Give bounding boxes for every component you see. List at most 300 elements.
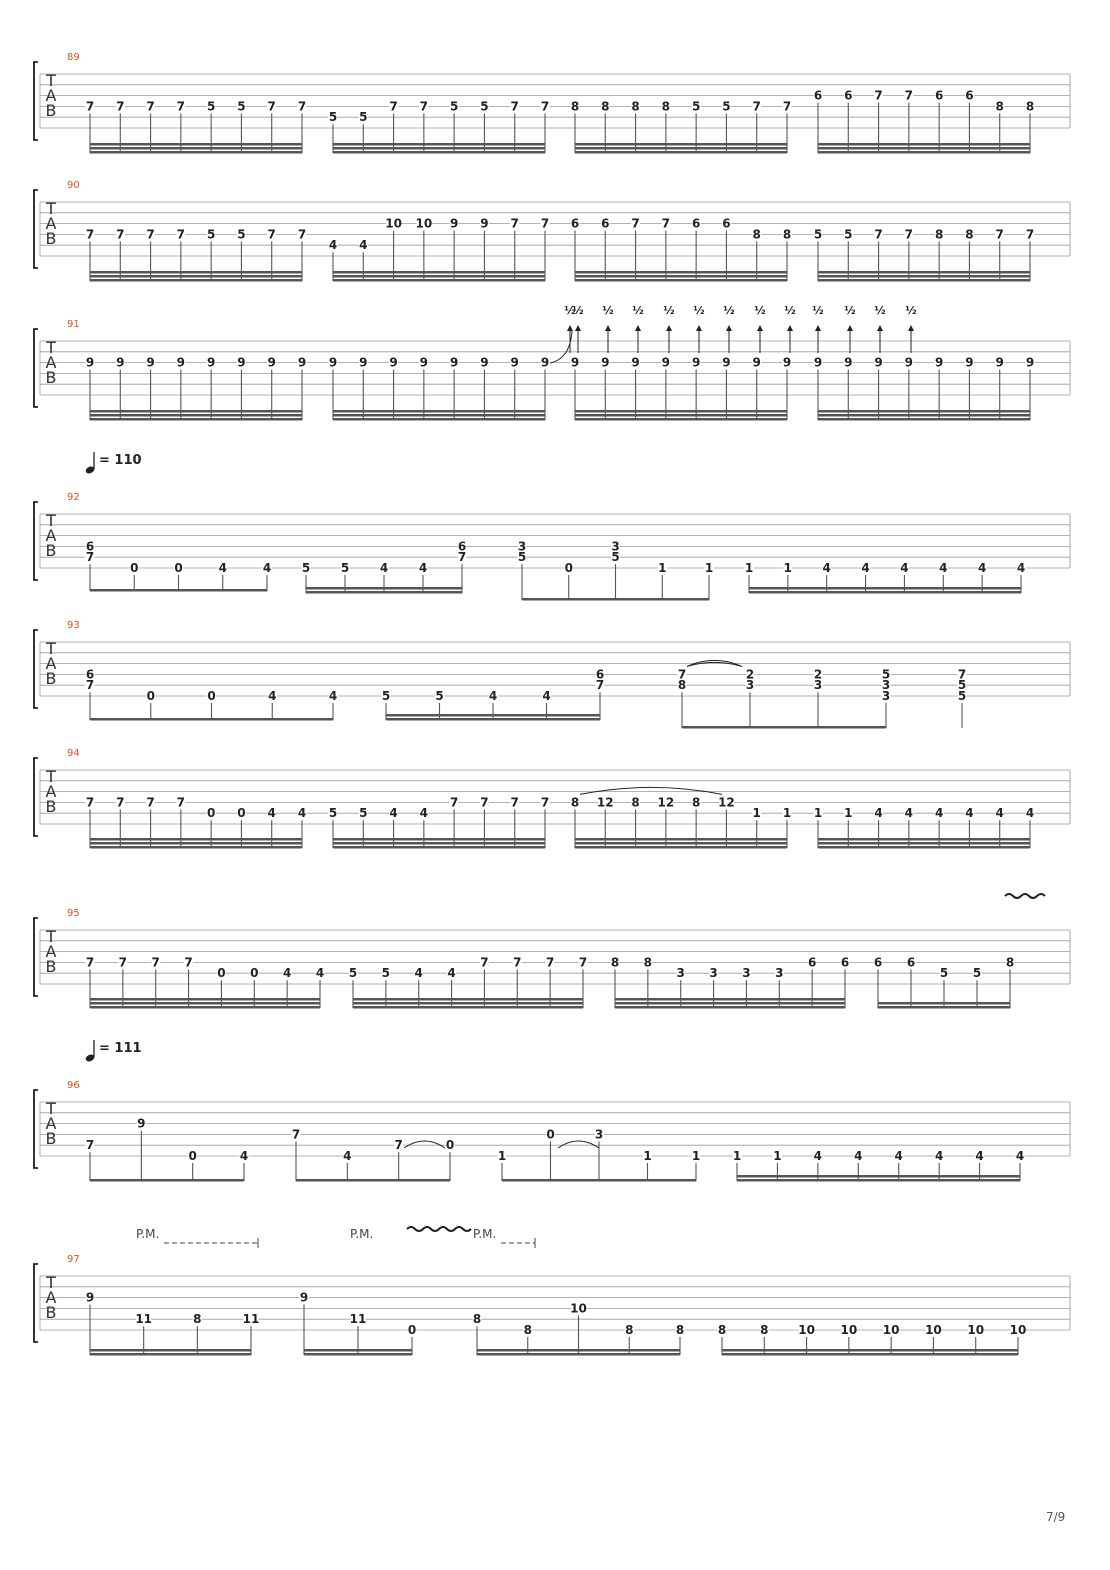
fret-number: 7 xyxy=(480,955,489,970)
tab-system xyxy=(34,452,1070,601)
fret-number: 0 xyxy=(407,1323,417,1337)
beam xyxy=(353,1006,583,1009)
fret-number: 7 xyxy=(995,227,1004,242)
fret-number: 7 xyxy=(389,99,398,114)
fret-number: 5 xyxy=(449,99,459,114)
tab-clef-letter: A xyxy=(45,214,57,233)
beam xyxy=(90,1179,244,1182)
beam xyxy=(575,279,787,282)
beam xyxy=(722,1349,1018,1352)
tempo-marking: = 111 xyxy=(99,1041,142,1056)
tab-clef-letter: B xyxy=(45,1303,57,1322)
fret-number: 3 xyxy=(517,539,527,554)
fret-number: 4 xyxy=(267,806,276,821)
fret-number: 9 xyxy=(419,355,429,370)
fret-number: 5 xyxy=(881,667,891,682)
beam xyxy=(737,1175,1020,1178)
fret-number: 4 xyxy=(328,689,338,703)
fret-number: 7 xyxy=(752,99,761,114)
fret-number: 7 xyxy=(661,216,671,231)
fret-number: 9 xyxy=(904,355,914,370)
fret-number: 9 xyxy=(874,355,883,370)
fret-number: 9 xyxy=(813,355,823,370)
tab-clef-letter: T xyxy=(46,1099,56,1118)
beam xyxy=(575,846,787,849)
fret-number: 0 xyxy=(564,561,573,575)
fret-number: 4 xyxy=(995,806,1004,821)
fret-number: 10 xyxy=(1009,1323,1027,1337)
fret-number: 7 xyxy=(480,795,489,810)
fret-number: 7 xyxy=(677,667,687,682)
fret-number: 9 xyxy=(570,355,580,370)
beam xyxy=(575,143,787,146)
fret-number: 10 xyxy=(798,1323,815,1337)
fret-number: 4 xyxy=(813,1149,823,1163)
beam xyxy=(90,838,302,841)
fret-number: 4 xyxy=(894,1149,903,1163)
fret-number: 4 xyxy=(822,561,831,575)
palm-mute-label: P.M. xyxy=(136,1227,160,1241)
fret-number: 1 xyxy=(497,1149,507,1163)
fret-number: 7 xyxy=(85,678,95,693)
fret-number: 11 xyxy=(349,1312,367,1327)
fret-number: 9 xyxy=(480,216,489,231)
fret-number: 1 xyxy=(773,1149,782,1163)
fret-number: 3 xyxy=(709,966,718,981)
fret-number: 4 xyxy=(1025,806,1035,821)
beam xyxy=(90,271,302,274)
fret-number: 4 xyxy=(854,1149,863,1163)
fret-number: 7 xyxy=(176,795,186,810)
beam xyxy=(333,143,545,146)
fret-number: 4 xyxy=(965,806,974,821)
fret-number: 7 xyxy=(540,99,550,114)
fret-number: 5 xyxy=(957,678,967,693)
bend-half-label: ½ xyxy=(812,304,824,317)
fret-number: 9 xyxy=(389,355,398,370)
fret-number: 7 xyxy=(782,99,792,114)
fret-number: 7 xyxy=(510,795,519,810)
bend-half-label: ½ xyxy=(723,304,735,317)
fret-number: 7 xyxy=(874,88,883,103)
bend-arrowhead xyxy=(757,325,763,331)
tab-clef-letter: A xyxy=(45,942,57,961)
bend-arrowhead xyxy=(575,325,581,331)
beam xyxy=(90,1349,251,1352)
fret-number: 5 xyxy=(237,99,246,114)
system-bracket xyxy=(34,918,38,996)
beam xyxy=(502,1179,696,1182)
beam xyxy=(575,275,787,278)
fret-number: 5 xyxy=(206,227,216,242)
beam xyxy=(90,589,267,592)
fret-number: 5 xyxy=(328,806,338,821)
fret-number: 9 xyxy=(1025,355,1035,370)
fret-number: 7 xyxy=(957,667,967,682)
fret-number: 9 xyxy=(449,355,459,370)
beam xyxy=(682,726,886,729)
beam xyxy=(296,1179,450,1182)
fret-number: 8 xyxy=(523,1323,532,1337)
fret-number: 5 xyxy=(435,689,444,703)
fret-number: 9 xyxy=(85,1290,95,1305)
fret-number: 8 xyxy=(934,227,944,242)
fret-number: 8 xyxy=(625,1323,634,1337)
fret-number: 8 xyxy=(752,227,761,242)
beam xyxy=(615,998,845,1001)
fret-number: 9 xyxy=(510,355,519,370)
fret-number: 7 xyxy=(151,955,160,970)
fret-number: 4 xyxy=(874,806,883,821)
fret-number: 5 xyxy=(813,227,823,242)
tab-clef-letter: B xyxy=(45,669,57,688)
fret-number: 7 xyxy=(540,795,550,810)
fret-number: 8 xyxy=(1025,99,1035,114)
tab-system xyxy=(34,325,1070,421)
beam xyxy=(575,271,787,274)
bend-arrowhead xyxy=(696,325,702,331)
tab-system xyxy=(34,894,1070,1009)
fret-number: 7 xyxy=(513,955,522,970)
fret-number: 9 xyxy=(782,355,792,370)
fret-number: 7 xyxy=(540,216,550,231)
fret-number: 2 xyxy=(813,667,823,682)
fret-number: 9 xyxy=(661,355,671,370)
fret-number: 0 xyxy=(250,966,259,981)
fret-number: 4 xyxy=(389,806,398,821)
measure-number: 89 xyxy=(67,52,80,63)
fret-number: 0 xyxy=(174,561,183,575)
fret-number: 7 xyxy=(874,227,883,242)
fret-number: 10 xyxy=(882,1323,900,1337)
beam xyxy=(575,838,787,841)
fret-number: 0 xyxy=(207,689,216,703)
fret-number: 7 xyxy=(176,227,186,242)
fret-number: 7 xyxy=(419,99,429,114)
tab-clef-letter: A xyxy=(45,86,57,105)
fret-number: 7 xyxy=(85,99,95,114)
fret-number: 6 xyxy=(570,216,580,231)
beam xyxy=(818,846,1030,849)
fret-number: 10 xyxy=(385,216,402,231)
fret-number: 3 xyxy=(742,966,751,981)
tab-clef-letter: A xyxy=(45,1288,57,1307)
system-bracket xyxy=(34,1090,38,1168)
palm-mute-label: P.M. xyxy=(473,1227,497,1241)
bend-half-label: ½ xyxy=(905,304,917,317)
slur xyxy=(580,787,722,794)
beam xyxy=(90,279,302,282)
tab-clef-letter: B xyxy=(45,957,57,976)
fret-number: 9 xyxy=(206,355,216,370)
beam xyxy=(333,838,545,841)
fret-number: 9 xyxy=(116,355,125,370)
fret-number: 10 xyxy=(415,216,433,231)
fret-number: 7 xyxy=(545,955,555,970)
tab-system xyxy=(34,630,1070,729)
fret-number: 4 xyxy=(418,561,428,575)
fret-number: 5 xyxy=(381,966,391,981)
fret-number: 11 xyxy=(242,1312,260,1327)
fret-number: 5 xyxy=(381,689,391,703)
fret-number: 4 xyxy=(328,238,338,253)
fret-number: 1 xyxy=(813,806,823,821)
bend-half-label: ½ xyxy=(572,304,584,317)
fret-number: 4 xyxy=(934,1149,944,1163)
beam xyxy=(818,151,1030,154)
fret-number: 9 xyxy=(328,355,338,370)
fret-number: 9 xyxy=(359,355,368,370)
fret-number: 4 xyxy=(488,689,498,703)
fret-number: 6 xyxy=(595,667,605,682)
fret-number: 9 xyxy=(601,355,610,370)
beam xyxy=(575,418,787,421)
fret-number: 8 xyxy=(472,1312,482,1327)
fret-number: 3 xyxy=(676,966,685,981)
beam xyxy=(333,846,545,849)
fret-number: 3 xyxy=(881,678,891,693)
beam xyxy=(353,998,583,1001)
tab-clef-letter: T xyxy=(46,1273,56,1292)
fret-number: 6 xyxy=(934,88,944,103)
beam xyxy=(878,1002,1010,1005)
beam xyxy=(90,410,302,413)
fret-number: 8 xyxy=(965,227,974,242)
bend-half-label: ½ xyxy=(874,304,886,317)
tab-clef-letter: A xyxy=(45,654,57,673)
fret-number: 0 xyxy=(546,1127,555,1142)
beam xyxy=(90,842,302,845)
fret-number: 4 xyxy=(239,1149,249,1163)
fret-number: 5 xyxy=(328,110,338,125)
fret-number: 7 xyxy=(85,550,95,565)
fret-number: 4 xyxy=(297,806,307,821)
fret-number: 6 xyxy=(906,955,916,970)
beam xyxy=(90,1353,251,1356)
tab-clef-letter: A xyxy=(45,353,57,372)
beam xyxy=(304,1349,412,1352)
beam xyxy=(90,1002,320,1005)
fret-number: 1 xyxy=(691,1149,701,1163)
fret-number: 5 xyxy=(301,561,311,575)
fret-number: 10 xyxy=(967,1323,985,1337)
fret-number: 1 xyxy=(658,561,667,575)
beam xyxy=(90,414,302,417)
beam xyxy=(818,147,1030,150)
measure-number: 90 xyxy=(67,180,80,191)
beam xyxy=(90,143,302,146)
fret-number: 5 xyxy=(206,99,216,114)
fret-number: 4 xyxy=(975,1149,984,1163)
bend-arrowhead xyxy=(847,325,853,331)
fret-number: 3 xyxy=(775,966,784,981)
fret-number: 7 xyxy=(904,227,914,242)
fret-number: 4 xyxy=(414,966,423,981)
fret-number: 9 xyxy=(722,355,731,370)
fret-number: 5 xyxy=(957,689,967,703)
beam xyxy=(306,587,462,590)
system-bracket xyxy=(34,630,38,708)
fret-number: 6 xyxy=(807,955,817,970)
tab-system xyxy=(34,758,1070,849)
fret-number: 0 xyxy=(188,1149,197,1163)
beam xyxy=(615,1002,845,1005)
fret-number: 7 xyxy=(116,227,125,242)
fret-number: 1 xyxy=(732,1149,742,1163)
bend-arrowhead xyxy=(787,325,793,331)
tempo-marking: = 110 xyxy=(99,453,142,468)
beam xyxy=(737,1179,1020,1182)
fret-number: 8 xyxy=(760,1323,769,1337)
vibrato-icon xyxy=(1005,894,1045,898)
fret-number: 6 xyxy=(85,539,95,554)
fret-number: 6 xyxy=(844,88,853,103)
fret-number: 4 xyxy=(419,806,429,821)
measure-number: 93 xyxy=(67,620,80,631)
fret-number: 4 xyxy=(904,806,914,821)
fret-number: 12 xyxy=(718,795,735,810)
fret-number: 7 xyxy=(595,678,605,693)
tab-system xyxy=(34,190,1070,282)
measure-number: 96 xyxy=(67,1080,80,1091)
fret-number: 8 xyxy=(675,1323,685,1337)
fret-number: 4 xyxy=(262,561,272,575)
fret-number: 7 xyxy=(146,795,155,810)
fret-number: 8 xyxy=(691,795,701,810)
fret-number: 6 xyxy=(457,539,467,554)
tab-clef-letter: T xyxy=(46,767,56,786)
fret-number: 9 xyxy=(297,355,307,370)
system-bracket xyxy=(34,1264,38,1342)
measure-number: 92 xyxy=(67,492,80,503)
fret-number: 7 xyxy=(904,88,914,103)
fret-number: 8 xyxy=(995,99,1004,114)
beam xyxy=(878,1006,1010,1009)
fret-number: 4 xyxy=(268,689,277,703)
measure-number: 94 xyxy=(67,748,80,759)
beam xyxy=(818,838,1030,841)
fret-number: 4 xyxy=(939,561,948,575)
measure-number: 91 xyxy=(67,319,80,330)
fret-number: 7 xyxy=(457,550,467,565)
fret-number: 4 xyxy=(343,1149,352,1163)
fret-number: 3 xyxy=(611,539,620,554)
beam xyxy=(333,842,545,845)
fret-number: 8 xyxy=(1005,955,1015,970)
beam xyxy=(333,418,545,421)
bend-arrowhead xyxy=(815,325,821,331)
fret-number: 1 xyxy=(643,1149,652,1163)
bend-half-label: ½ xyxy=(564,304,576,317)
fret-number: 7 xyxy=(85,1138,95,1153)
palm-mute-label: P.M. xyxy=(350,1227,374,1241)
fret-number: 5 xyxy=(691,99,701,114)
fret-number: 7 xyxy=(291,1127,301,1142)
fret-number: 12 xyxy=(657,795,675,810)
fret-number: 1 xyxy=(783,561,793,575)
beam xyxy=(575,842,787,845)
bend-arrowhead xyxy=(908,325,914,331)
fret-number: 5 xyxy=(348,966,358,981)
fret-number: 5 xyxy=(722,99,731,114)
fret-number: 8 xyxy=(717,1323,727,1337)
fret-number: 0 xyxy=(445,1138,455,1153)
beam xyxy=(386,718,600,721)
beam xyxy=(90,846,302,849)
fret-number: 4 xyxy=(977,561,987,575)
tab-clef-letter: A xyxy=(45,782,57,801)
bend-half-label: ½ xyxy=(784,304,796,317)
fret-number: 5 xyxy=(237,227,246,242)
tab-system xyxy=(34,1227,1070,1356)
bend-half-label: ½ xyxy=(602,304,614,317)
fret-number: 4 xyxy=(1016,561,1026,575)
beam xyxy=(90,418,302,421)
fret-number: 7 xyxy=(510,216,519,231)
fret-number: 7 xyxy=(85,227,95,242)
beam xyxy=(615,1006,845,1009)
fret-number: 8 xyxy=(643,955,653,970)
slur xyxy=(404,1141,445,1148)
tab-clef-letter: T xyxy=(46,71,56,90)
bend-arrowhead xyxy=(605,325,611,331)
fret-number: 9 xyxy=(540,355,550,370)
fret-number: 6 xyxy=(691,216,701,231)
fret-number: 4 xyxy=(900,561,909,575)
fret-number: 12 xyxy=(596,795,614,810)
tab-clef-letter: B xyxy=(45,101,57,120)
tab-clef-letter: B xyxy=(45,368,57,387)
fret-number: 4 xyxy=(379,561,389,575)
beam xyxy=(90,275,302,278)
fret-number: 10 xyxy=(570,1301,587,1316)
fret-number: 9 xyxy=(237,355,246,370)
fret-number: 1 xyxy=(744,561,754,575)
fret-number: 7 xyxy=(631,216,640,231)
beam xyxy=(818,271,1030,274)
fret-number: 5 xyxy=(939,966,949,981)
beam xyxy=(575,147,787,150)
beam xyxy=(333,275,545,278)
fret-number: 7 xyxy=(85,795,95,810)
fret-number: 4 xyxy=(282,966,292,981)
fret-number: 8 xyxy=(601,99,610,114)
vibrato-icon xyxy=(407,1227,471,1231)
fret-number: 0 xyxy=(237,806,246,821)
tab-system xyxy=(34,62,1070,154)
fret-number: 1 xyxy=(752,806,761,821)
fret-number: 7 xyxy=(267,99,276,114)
beam xyxy=(818,279,1030,282)
fret-number: 9 xyxy=(449,216,459,231)
beam xyxy=(333,279,545,282)
fret-number: 5 xyxy=(480,99,489,114)
fret-number: 4 xyxy=(315,966,325,981)
beam xyxy=(333,271,545,274)
bend-arrowhead xyxy=(635,325,641,331)
beam xyxy=(90,147,302,150)
fret-number: 7 xyxy=(184,955,193,970)
fret-number: 7 xyxy=(176,99,186,114)
fret-number: 6 xyxy=(965,88,974,103)
beam xyxy=(477,1353,680,1356)
measure-number: 97 xyxy=(67,1254,80,1265)
fret-number: 4 xyxy=(359,238,368,253)
bend-arrowhead xyxy=(726,325,732,331)
fret-number: 7 xyxy=(449,795,459,810)
fret-number: 7 xyxy=(394,1138,403,1153)
fret-number: 8 xyxy=(661,99,671,114)
